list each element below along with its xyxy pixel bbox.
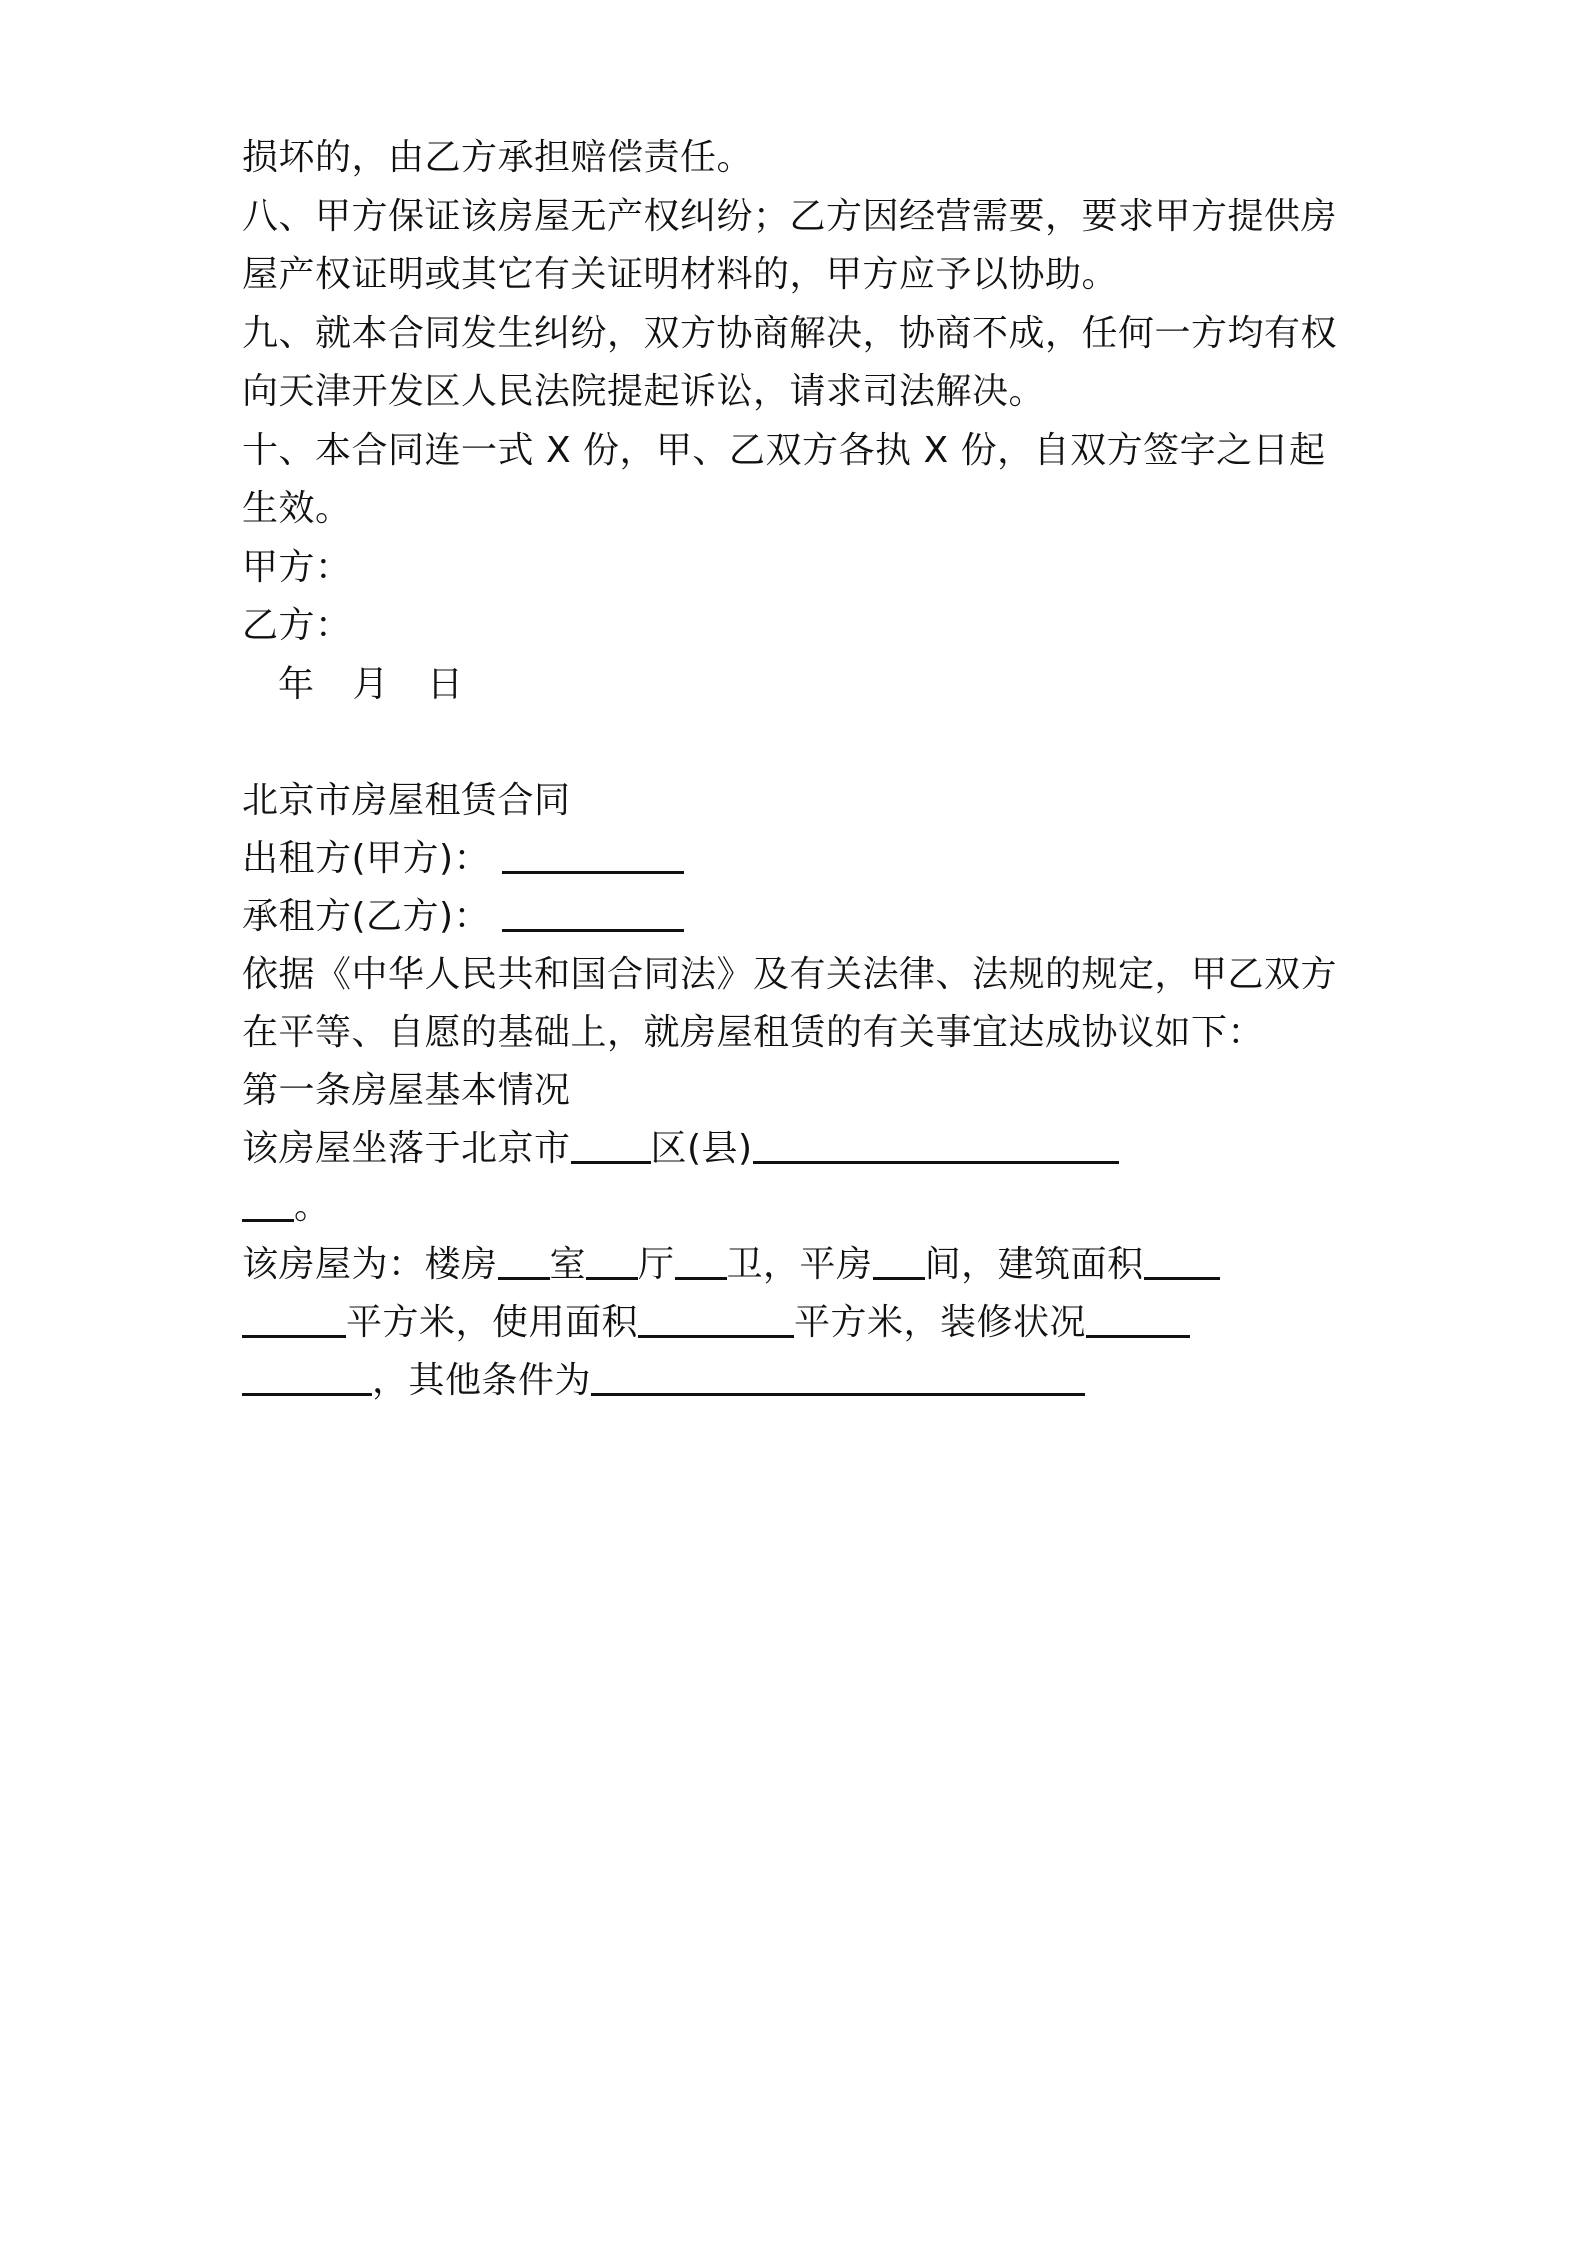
- district-label: 区(县): [650, 1128, 753, 1169]
- party-a-signature-label: 甲方：: [242, 547, 352, 588]
- date-line: [242, 654, 1362, 716]
- text-line: 生效。: [242, 488, 352, 529]
- decoration-blank-continued[interactable]: [242, 1355, 372, 1396]
- house-row-1: [242, 1234, 1362, 1296]
- date-day: 日: [427, 664, 464, 705]
- address-blank[interactable]: [753, 1123, 1119, 1164]
- bath-label: 卫，平房: [726, 1244, 873, 1285]
- building-area-blank[interactable]: [1144, 1239, 1220, 1280]
- lessor-blank[interactable]: [502, 833, 684, 874]
- other-conditions-label: ，其他条件为: [372, 1360, 592, 1401]
- district-blank[interactable]: [571, 1123, 651, 1164]
- text-line: 八、甲方保证该房屋无产权纠纷；乙方因经营需要，要求甲方提供房: [242, 196, 1338, 237]
- room-label: 室: [549, 1244, 587, 1285]
- sqm-usable-label: 平方米，使用面积: [346, 1302, 639, 1343]
- room-blank[interactable]: [498, 1239, 550, 1280]
- text-line: 损坏的，由乙方承担赔偿责任。: [242, 137, 754, 178]
- usable-area-blank[interactable]: [638, 1297, 794, 1338]
- text-line: 向天津开发区人民法院提起诉讼，请求司法解决。: [242, 371, 1046, 412]
- lessor-label: 出租方(甲方)：: [242, 838, 491, 879]
- text-line: 九、就本合同发生纠纷，双方协商解决，协商不成，任何一方均有权: [242, 313, 1338, 354]
- lessor-row: [242, 828, 1362, 890]
- contract-title: 北京市房屋租赁合同: [242, 780, 571, 821]
- lessee-blank[interactable]: [502, 891, 684, 932]
- address-blank-continued[interactable]: [242, 1181, 294, 1222]
- intro-line: 在平等、自愿的基础上，就房屋租赁的有关事宜达成协议如下：: [242, 1012, 1265, 1053]
- date-month: 月: [352, 664, 390, 705]
- location-end: 。: [294, 1186, 331, 1227]
- house-prefix: 该房屋为：楼房: [242, 1244, 498, 1285]
- lessee-row: [242, 886, 1362, 948]
- text-line: 十、本合同连一式 X 份，甲、乙双方各执 X 份，自双方签字之日起: [242, 430, 1326, 471]
- lessee-label: 承租方(乙方)：: [242, 896, 491, 937]
- text-line: 屋产权证明或其它有关证明材料的，甲方应予以协助。: [242, 254, 1119, 295]
- house-row-3: [242, 1350, 1362, 1412]
- bath-blank[interactable]: [675, 1239, 727, 1280]
- location-row: [242, 1118, 1362, 1180]
- building-area-blank-continued[interactable]: [242, 1297, 346, 1338]
- article-1-title: 第一条房屋基本情况: [242, 1070, 571, 1111]
- other-conditions-blank[interactable]: [591, 1355, 1085, 1396]
- location-prefix: 该房屋坐落于北京市: [242, 1128, 571, 1169]
- jian-label: 间，建筑面积: [924, 1244, 1144, 1285]
- house-row-2: [242, 1292, 1362, 1354]
- hall-label: 厅: [638, 1244, 675, 1285]
- date-year: 年: [278, 664, 315, 705]
- party-b-signature-label: 乙方：: [242, 605, 352, 646]
- location-row-end: [242, 1176, 1362, 1238]
- sqm-decoration-label: 平方米，装修状况: [794, 1302, 1087, 1343]
- hall-blank[interactable]: [586, 1239, 638, 1280]
- bungalow-blank[interactable]: [873, 1239, 925, 1280]
- decoration-blank[interactable]: [1086, 1297, 1190, 1338]
- intro-line: 依据《中华人民共和国合同法》及有关法律、法规的规定，甲乙双方: [242, 954, 1338, 995]
